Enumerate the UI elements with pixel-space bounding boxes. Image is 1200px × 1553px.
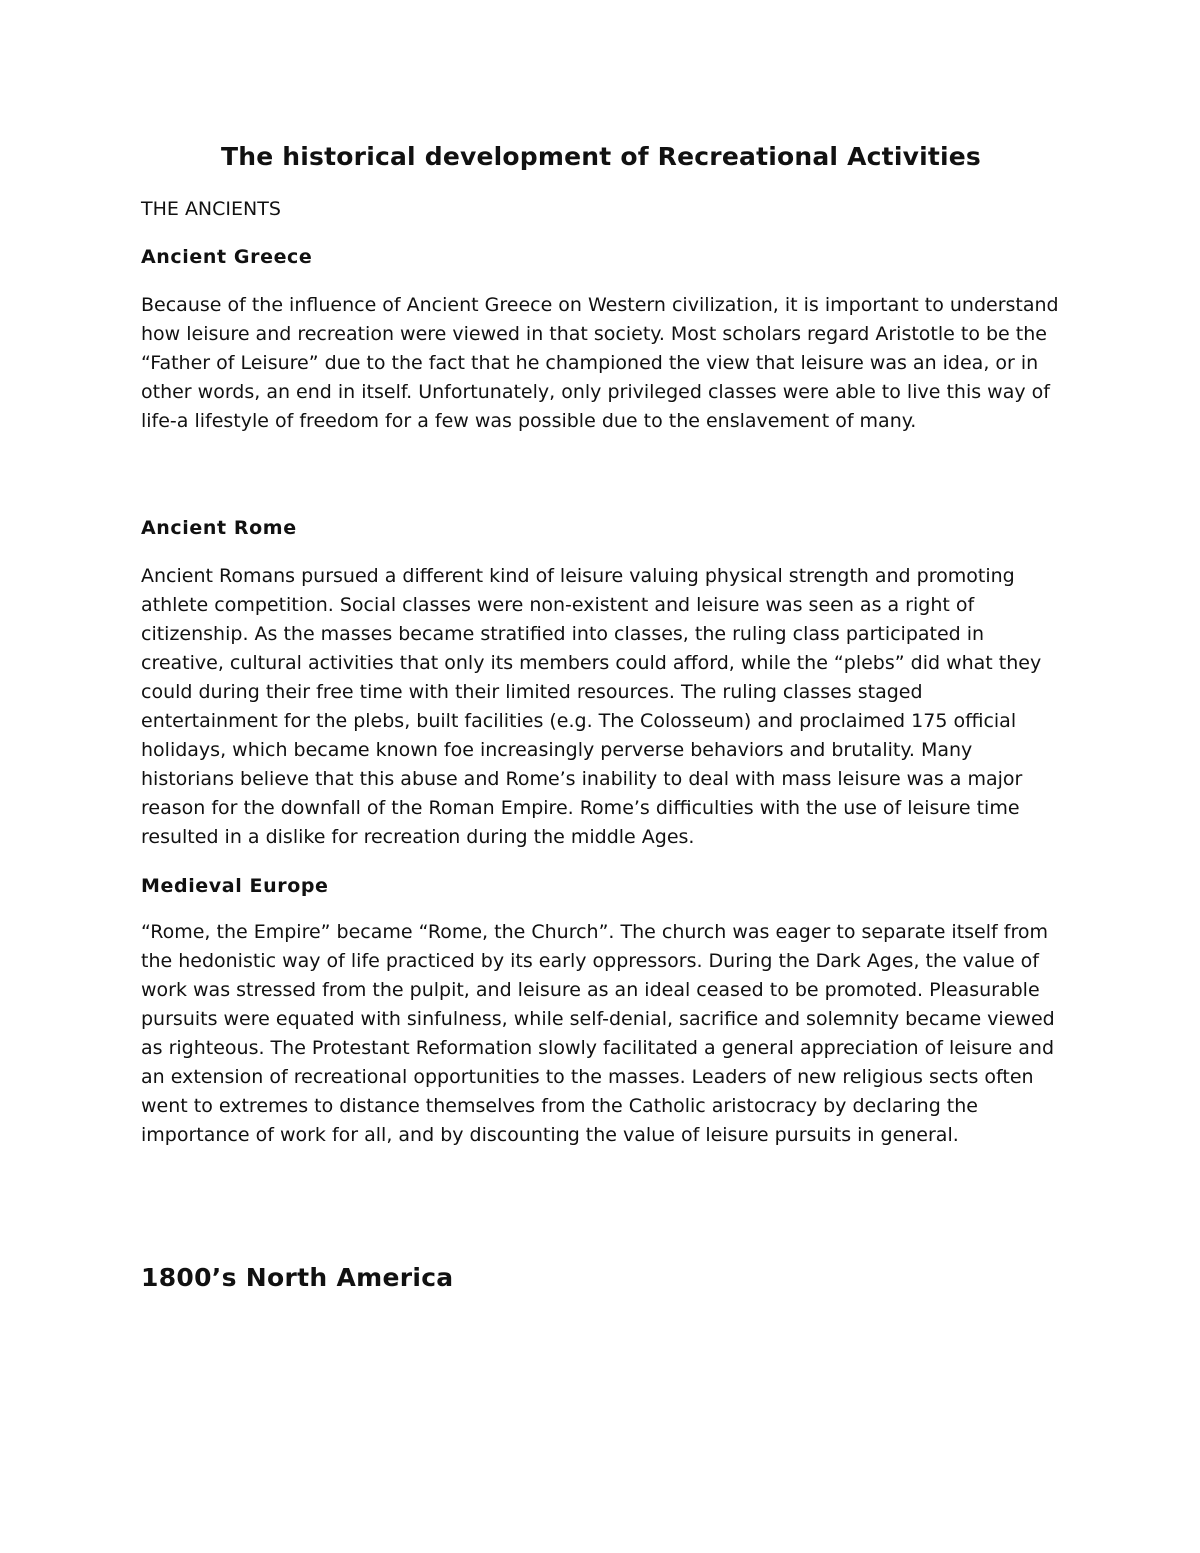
- heading-medieval-europe: Medieval Europe: [141, 875, 329, 897]
- blank-line: [141, 436, 1061, 494]
- document-title: The historical development of Recreational Activities: [220, 142, 982, 171]
- section-label-the-ancients: THE ANCIENTS: [141, 198, 281, 220]
- paragraph-ancient-rome: Ancient Romans pursued a different kind of leisure valuing physical strength and promoting athlete competition. Social classes were non-existent and leisure was seen as a right of citizenship. As the masses became stratified into classes, the ruling class participated in creative, cultural activities that only its members could afford, while the “plebs” did what they could during their free time with their limited resources. The ruling classes staged entertainment for the plebs, built facilities (e.g. The Colosseum) and proclaimed 175 official holidays, which became known foe increasingly perverse behaviors and brutality. Many historians believe that this abuse and Rome’s inability to deal with mass leisure was a major reason for the downfall of the Roman Empire. Rome’s difficulties with the use of leisure time resulted in a dislike for recreation during the middle Ages.: [141, 565, 1042, 848]
- heading-1800s-north-america: 1800’s North America: [141, 1263, 454, 1292]
- paragraph-medieval-europe: “Rome, the Empire” became “Rome, the Church”. The church was eager to separate itself from the hedonistic way of life practiced by its early oppressors. During the Dark Ages, the value of work was stressed from the pulpit, and leisure as an ideal ceased to be promoted. Pleasurable pursuits were equated with sinfulness, while self-denial, sacrifice and solemnity became viewed as righteous. The Protestant Reformation slowly facilitated a general appreciation of leisure and an extension of recreational opportunities to the masses. Leaders of new religious sects often went to extremes to distance themselves from the Catholic aristocracy by declaring the importance of work for all, and by discounting the value of leisure pursuits in general.: [141, 921, 1055, 1146]
- document-body: [141, 139, 1061, 1296]
- heading-ancient-greece: Ancient Greece: [141, 246, 313, 268]
- heading-ancient-rome: Ancient Rome: [141, 517, 297, 539]
- paragraph-ancient-greece: Because of the influence of Ancient Greece on Western civilization, it is important to understand how leisure and recreation were viewed in that society. Most scholars regard Aristotle to be the “Father of Leisure” due to the fact that he championed the view that leisure was an idea, or in other words, an end in itself. Unfortunately, only privileged classes were able to live this way of life-a lifestyle of freedom for a few was possible due to the enslavement of many.: [141, 294, 1059, 432]
- blank-lines: [141, 1150, 1061, 1260]
